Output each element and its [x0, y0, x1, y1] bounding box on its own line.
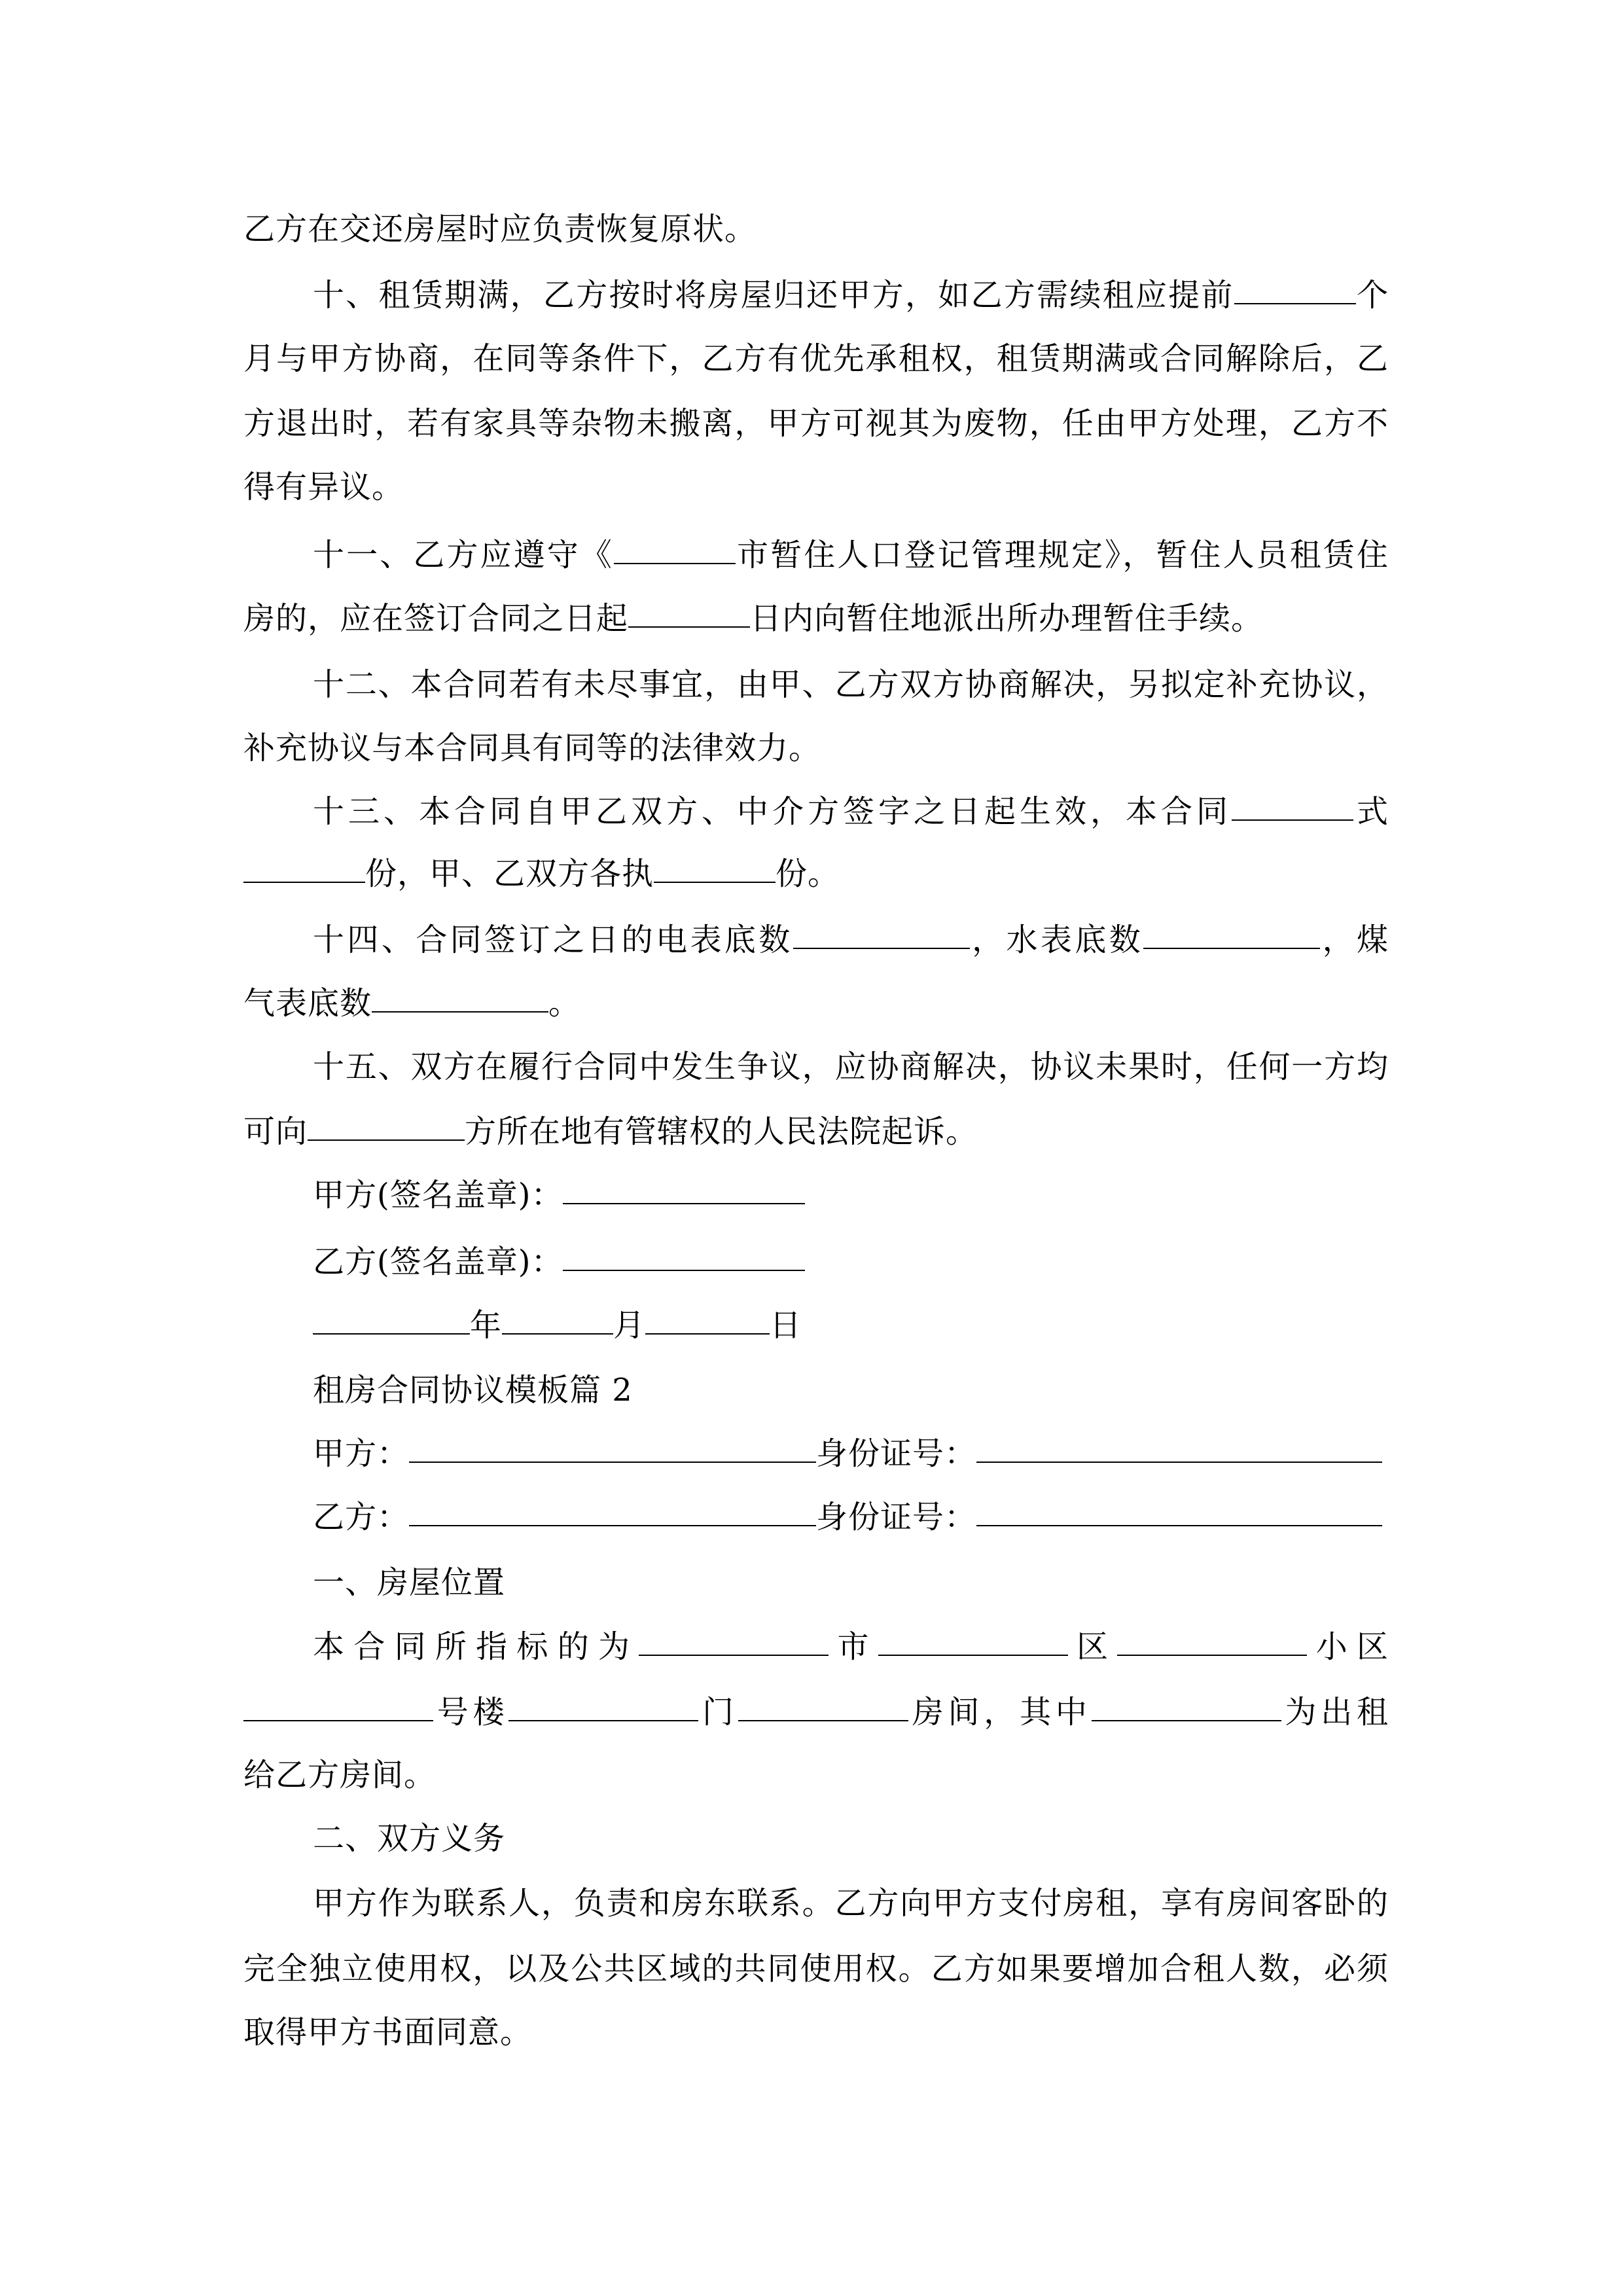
- building-field[interactable]: [243, 1686, 433, 1721]
- clause-14-text: 气表底数: [243, 985, 372, 1022]
- clause-11-line-1: [243, 529, 1389, 581]
- clause-10-text: 个: [1355, 277, 1389, 314]
- party-b-name-field[interactable]: [409, 1491, 816, 1526]
- day-label: 日: [770, 1307, 802, 1344]
- house-location-text: 本合同所指标的为: [313, 1628, 639, 1665]
- obligations-text: 完全独立使用权，以及公共区域的共同使用权。乙方如果要增加合租人数，必须: [243, 1950, 1389, 1987]
- section-2-heading: [243, 1812, 1389, 1865]
- month-field[interactable]: [502, 1299, 613, 1335]
- day-field[interactable]: [645, 1299, 770, 1335]
- blank-field-water-meter[interactable]: [1143, 914, 1320, 949]
- clause-13-line-1: [243, 785, 1389, 838]
- clause-13-text: 十三、本合同自甲乙双方、中介方签字之日起生效，本合同: [313, 793, 1232, 830]
- blank-field-electric-meter[interactable]: [793, 914, 970, 949]
- house-location-text: 市: [829, 1628, 878, 1665]
- house-location-text: 小区: [1307, 1628, 1389, 1665]
- clause-11-text: 日内向暂住地派出所办理暂住手续。: [750, 600, 1264, 637]
- clause-10-text: 十、租赁期满，乙方按时将房屋归还甲方，如乙方需续租应提前: [313, 277, 1234, 314]
- party-a-id-field[interactable]: [976, 1427, 1382, 1463]
- party-a-info-line: [243, 1427, 1389, 1480]
- obligations-text: 甲方作为联系人，负责和房东联系。乙方向甲方支付房租，享有房间客卧的: [313, 1885, 1389, 1922]
- clause-10-line-4: [243, 461, 1389, 513]
- obligations-text: 取得甲方书面同意。: [243, 2014, 533, 2051]
- clause-15-line-1: [243, 1041, 1389, 1093]
- clause-12-text: 补充协议与本合同具有同等的法律效力。: [243, 730, 821, 766]
- party-a-id-label: 身份证号：: [816, 1435, 977, 1472]
- section-title: [243, 1364, 1389, 1416]
- house-location-line-3: [243, 1749, 1389, 1801]
- clause-12-line-2: [243, 722, 1389, 774]
- clause-14-text: ，水表底数: [969, 922, 1144, 958]
- year-label: 年: [470, 1307, 503, 1344]
- template-2-heading: 租房合同协议模板篇 2: [313, 1372, 633, 1408]
- house-location-text: 为出租: [1281, 1694, 1389, 1731]
- party-b-signature-label: 乙方(签名盖章)：: [313, 1244, 563, 1280]
- clause-13-text: 份，甲、乙双方各执: [365, 855, 654, 892]
- room-field[interactable]: [738, 1686, 908, 1721]
- party-a-name-field[interactable]: [409, 1427, 816, 1463]
- party-b-signature-field[interactable]: [563, 1236, 805, 1271]
- section-1-heading: [243, 1556, 1389, 1609]
- blank-field-copies-each[interactable]: [654, 848, 776, 883]
- text-line: [243, 203, 1389, 255]
- clause-14-line-1: [243, 914, 1389, 966]
- party-a-signature-label: 甲方(签名盖章)：: [313, 1177, 563, 1213]
- paragraph-text: 乙方在交还房屋时应负责恢复原状。: [243, 211, 757, 247]
- date-line: [243, 1299, 1389, 1352]
- blank-field-months[interactable]: [1234, 269, 1356, 304]
- clause-15-text: 十五、双方在履行合同中发生争议，应协商解决，协议未果时，任何一方均: [313, 1049, 1389, 1085]
- blank-field-gas-meter[interactable]: [372, 977, 548, 1013]
- clause-12-line-1: [243, 658, 1389, 711]
- clause-13-line-2: [243, 848, 1389, 900]
- house-location-text: 区: [1067, 1628, 1118, 1665]
- house-location-text: 号楼: [433, 1694, 509, 1731]
- party-b-info-line: [243, 1491, 1389, 1543]
- clause-11-text: 十一、乙方应遵守《: [313, 537, 614, 573]
- month-label: 月: [613, 1307, 646, 1344]
- clause-14-text: ，煤: [1320, 922, 1389, 958]
- clause-15-text: 可向: [243, 1113, 308, 1150]
- party-b-id-label: 身份证号：: [816, 1499, 977, 1535]
- clause-13-text: 份。: [776, 855, 840, 892]
- party-a-signature-field[interactable]: [563, 1169, 805, 1204]
- party-b-signature-line: [243, 1236, 1389, 1288]
- house-location-line-2: [243, 1686, 1389, 1738]
- house-location-heading: 一、房屋位置: [313, 1564, 506, 1601]
- blank-field-city[interactable]: [614, 529, 736, 564]
- blank-field-court-party[interactable]: [308, 1105, 465, 1141]
- house-location-line-1: [243, 1621, 1389, 1673]
- district-field[interactable]: [878, 1621, 1068, 1656]
- rented-room-field[interactable]: [1092, 1686, 1281, 1721]
- clause-13-text: 式: [1353, 793, 1389, 830]
- clause-15-text: 方所在地有管辖权的人民法院起诉。: [465, 1113, 978, 1150]
- party-a-signature-line: [243, 1169, 1389, 1221]
- clause-11-line-2: [243, 592, 1389, 645]
- clause-10-text: 方退出时，若有家具等杂物未搬离，甲方可视其为废物，任由甲方处理，乙方不: [243, 405, 1389, 442]
- obligations-line-2: [243, 1943, 1389, 1995]
- obligations-line-3: [243, 2006, 1389, 2058]
- party-b-label: 乙方：: [313, 1499, 410, 1535]
- clause-11-text: 市暂住人口登记管理规定》，暂住人员租赁住: [735, 537, 1389, 573]
- clause-10-text: 得有异议。: [243, 469, 404, 505]
- party-a-label: 甲方：: [313, 1435, 410, 1472]
- clause-12-text: 十二、本合同若有未尽事宜，由甲、乙方双方协商解决，另拟定补充协议，: [313, 666, 1389, 703]
- house-location-text: 房间，其中: [908, 1694, 1092, 1731]
- clause-10-line-2: [243, 332, 1389, 385]
- clause-14-text: 十四、合同签订之日的电表底数: [313, 922, 793, 958]
- clause-10-line-1: [243, 269, 1389, 321]
- clause-14-line-2: [243, 977, 1389, 1030]
- house-location-text: 给乙方房间。: [243, 1757, 437, 1793]
- blank-field-days[interactable]: [628, 592, 750, 628]
- clause-15-line-2: [243, 1105, 1389, 1158]
- blank-field-copies-total[interactable]: [243, 848, 365, 883]
- obligations-heading: 二、双方义务: [313, 1820, 506, 1857]
- community-field[interactable]: [1117, 1621, 1307, 1656]
- clause-10-text: 月与甲方协商，在同等条件下，乙方有优先承租权，租赁期满或合同解除后，乙: [243, 340, 1389, 377]
- unit-field[interactable]: [508, 1686, 698, 1721]
- city-field[interactable]: [639, 1621, 829, 1656]
- blank-field-copies-style[interactable]: [1232, 785, 1353, 821]
- party-b-id-field[interactable]: [976, 1491, 1382, 1526]
- house-location-text: 门: [698, 1694, 738, 1731]
- clause-10-line-3: [243, 397, 1389, 450]
- obligations-line-1: [243, 1877, 1389, 1929]
- clause-14-text: 。: [548, 985, 581, 1022]
- clause-11-text: 房的，应在签订合同之日起: [243, 600, 629, 637]
- year-field[interactable]: [313, 1299, 470, 1335]
